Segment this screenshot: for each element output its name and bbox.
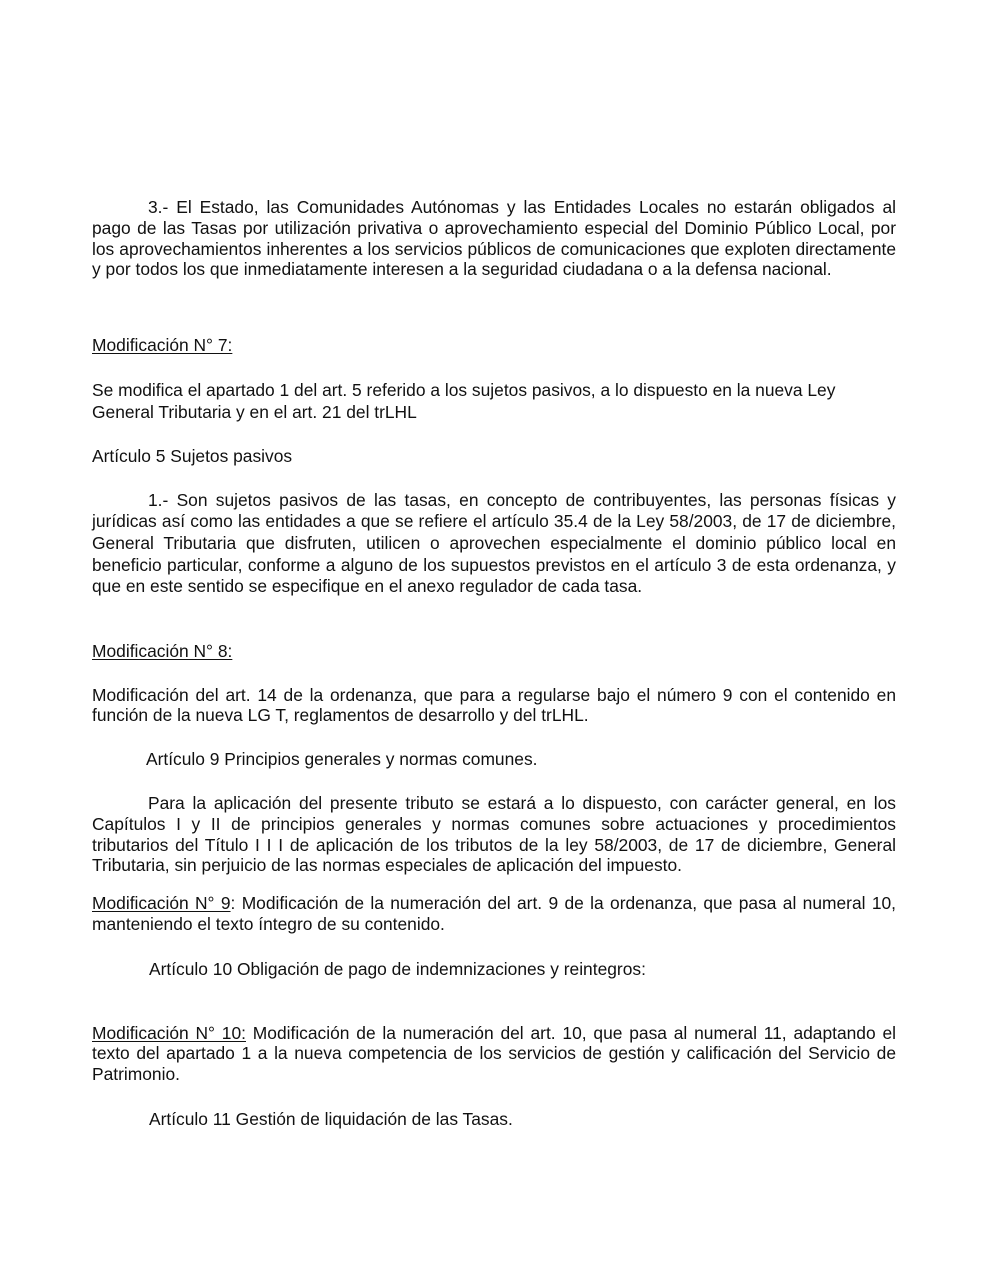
mod9-article-title: Artículo 10 Obligación de pago de indemnizaciones y reintegros: bbox=[149, 958, 646, 979]
mod7-intro: Se modifica el apartado 1 del art. 5 referido a los sujetos pasivos, a lo dispuesto en la nueva Ley General Tributaria y en el art. 21 del trLHL bbox=[92, 379, 836, 422]
heading-mod7-text: Modificación N° 7: bbox=[92, 335, 233, 356]
mod7-article-title: Artículo 5 Sujetos pasivos bbox=[92, 445, 293, 466]
heading-mod10-text: Modificación N° 10: bbox=[92, 1022, 246, 1043]
mod8-intro: Modificación del art. 14 de la ordenanza, que para a regularse bajo el número 9 con el contenido en función de la nueva LG T, reglamentos de desarrollo y del trLHL. bbox=[92, 684, 896, 726]
mod10-text: Modificación de la numeración del art. 10, que pasa al numeral 11, adaptando el texto del apartado 1 a la nueva competencia de los servicios de gestión y calificación del Servicio de Patrimonio. bbox=[92, 1022, 896, 1085]
heading-mod8-text: Modificación N° 8: bbox=[92, 640, 233, 661]
paragraph-estado: 3.- El Estado, las Comunidades Autónomas y las Entidades Locales no estarán obligados al pago de las Tasas por utilización privativa o aprovechamiento especial del Dominio Público Local, por los aprovechamientos inherentes a los servicios públicos de comunicaciones que exploten directamente y por todos los que inmediatamente interesen a la seguridad ciudadana o a la defensa nacional. bbox=[92, 197, 896, 280]
mod9-paragraph bbox=[92, 893, 896, 935]
mod7-article-text: 1.- Son sujetos pasivos de las tasas, en concepto de contribuyentes, las personas físicas y jurídicas así como las entidades a que se refiere el artículo 35.4 de la Ley 58/2003, de 17 de diciembre, General Tributaria que disfruten, utilicen o aprovechen especialmente el dominio público local en beneficio particular, conforme a alguno de los supuestos previstos en el artículo 3 de esta ordenanza, y que en este sentido se especifique en el anexo regulador de cada tasa. bbox=[92, 489, 896, 597]
mod8-article-title: Artículo 9 Principios generales y normas comunes. bbox=[146, 749, 538, 770]
heading-mod9-text: Modificación N° 9 bbox=[92, 893, 231, 914]
mod10-article-title: Artículo 11 Gestión de liquidación de las Tasas. bbox=[149, 1108, 513, 1129]
mod9-text: : Modificación de la numeración del art. 9 de la ordenanza, que pasa al numeral 10, manteniendo el texto íntegro de su contenido. bbox=[92, 893, 896, 934]
mod8-article-text: Para la aplicación del presente tributo se estará a lo dispuesto, con carácter general, en los Capítulos I y II de principios generales y normas comunes sobre actuaciones y procedimientos tributarios del Título I I I de aplicación de los tributos de la ley 58/2003, de 17 de diciembre, General Tributaria, sin perjuicio de las normas especiales de aplicación del impuesto. bbox=[92, 792, 896, 876]
heading-mod8 bbox=[92, 641, 896, 662]
document-page bbox=[92, 197, 896, 1130]
heading-mod7 bbox=[92, 335, 896, 356]
mod10-paragraph bbox=[92, 1023, 896, 1085]
